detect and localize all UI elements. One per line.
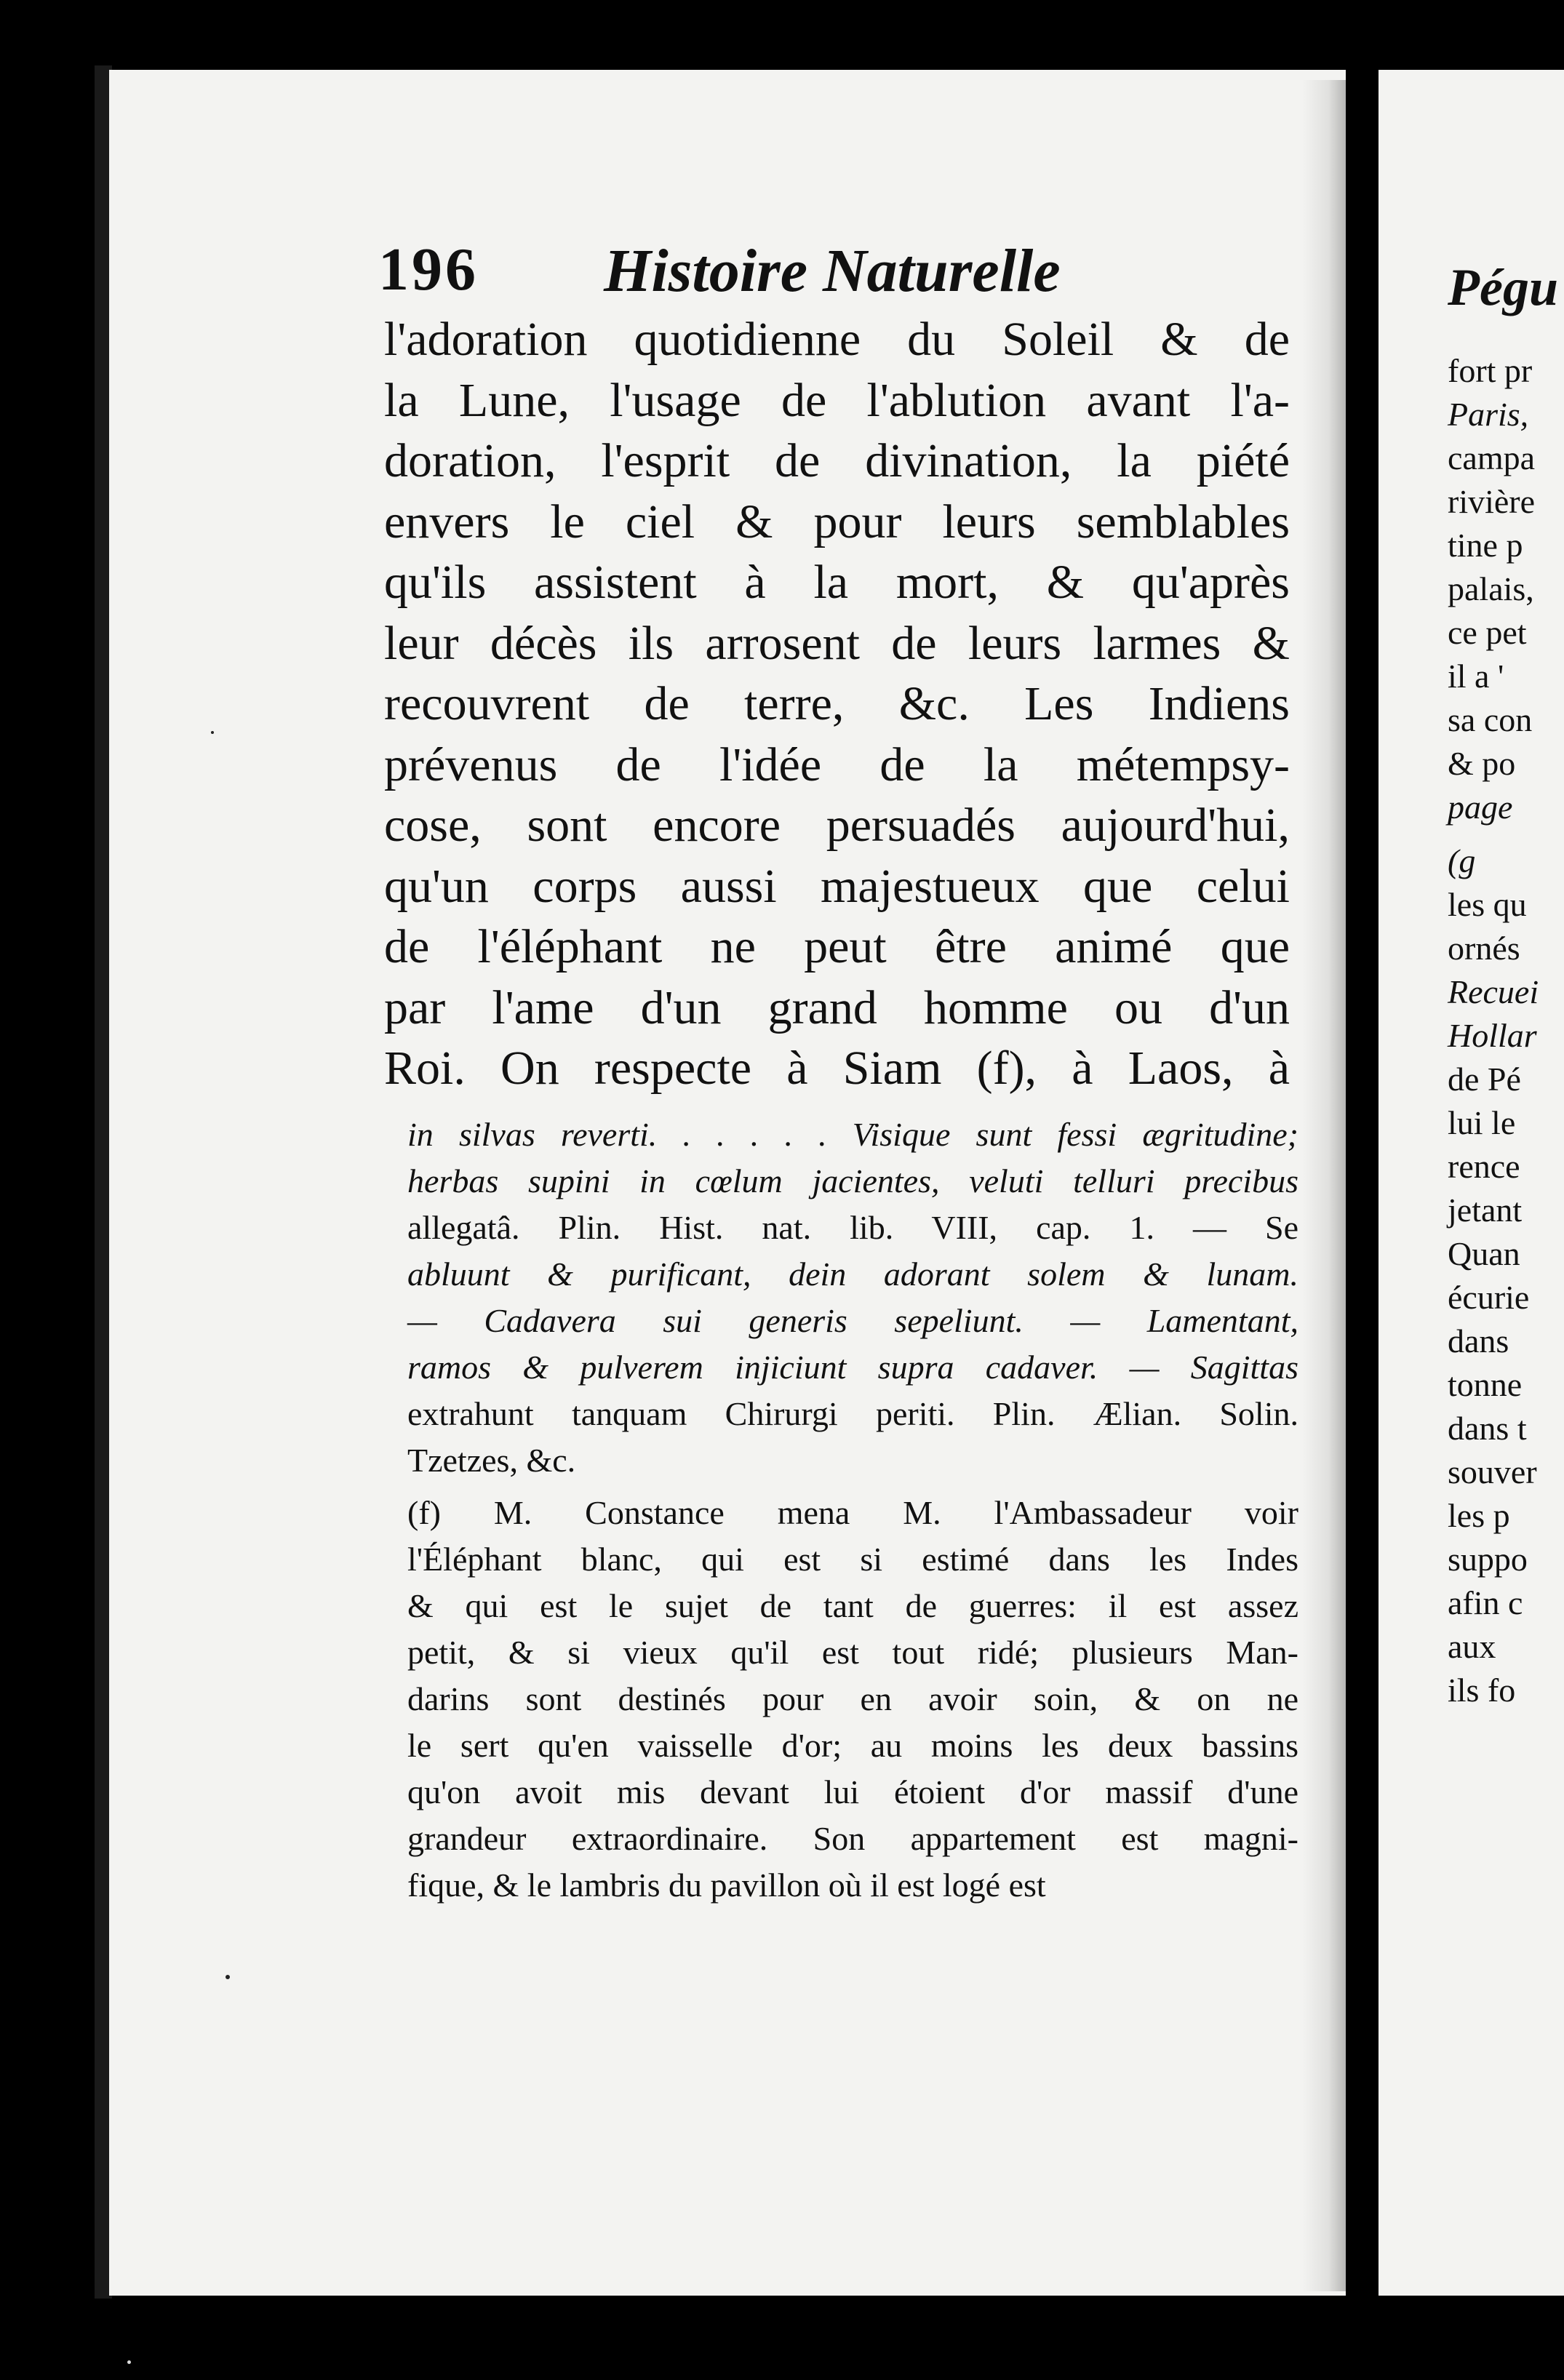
facing-line: il a ' xyxy=(1448,658,1504,695)
facing-line: afin c xyxy=(1448,1584,1523,1621)
footnote-line: darins sont destinés pour en avoir soin, & on ne xyxy=(407,1680,1298,1717)
text-line: l'adoration quotidienne du Soleil & de xyxy=(384,313,1290,366)
facing-line: lui le xyxy=(1448,1104,1516,1141)
facing-line: dans t xyxy=(1448,1410,1527,1447)
facing-line: Hollar xyxy=(1448,1017,1537,1054)
text-line: cose, sont encore persuadés aujourd'hui, xyxy=(384,799,1290,852)
footnote-line: herbas supini in cœlum jacientes, veluti telluri precibus xyxy=(407,1162,1298,1199)
footnotes-block xyxy=(407,1111,1298,1909)
footnote-line: & qui est le sujet de tant de guerres: il est assez xyxy=(407,1587,1298,1624)
text-line: la Lune, l'usage de l'ablution avant l'a- xyxy=(384,373,1290,427)
facing-line: Quan xyxy=(1448,1235,1520,1272)
text-line: qu'ils assistent à la mort, & qu'après xyxy=(384,556,1290,609)
page-number: 196 xyxy=(378,236,479,303)
footnote-line: grandeur extraordinaire. Son appartement est magni- xyxy=(407,1820,1298,1857)
facing-line: campa xyxy=(1448,439,1536,476)
footnote-line: ramos & pulverem injiciunt supra cadaver. — Sagittas xyxy=(407,1349,1298,1386)
facing-line: tonne xyxy=(1448,1366,1523,1403)
facing-line: Paris, xyxy=(1448,396,1529,433)
footnote-continuation xyxy=(407,1111,1298,1484)
text-line: par l'ame d'un grand homme ou d'un xyxy=(384,981,1290,1034)
footnote-line: le sert qu'en vaisselle d'or; au moins les deux bassins xyxy=(407,1727,1298,1764)
text-line: Roi. On respecte à Siam (f), à Laos, à xyxy=(384,1042,1290,1095)
page-header xyxy=(378,234,1397,314)
facing-line: (g xyxy=(1448,842,1476,879)
footnote-line: Tzetzes, &c. xyxy=(407,1442,576,1479)
footnote-line: l'Éléphant blanc, qui est si estimé dans les Indes xyxy=(407,1541,1298,1578)
facing-line: écurie xyxy=(1448,1279,1530,1316)
facing-line: les qu xyxy=(1448,886,1527,923)
paper-speck xyxy=(211,731,214,734)
facing-line: ils fo xyxy=(1448,1672,1516,1709)
gutter-shadow xyxy=(1302,80,1346,2291)
footnote-line: qu'on avoit mis devant lui étoient d'or massif d'une xyxy=(407,1773,1298,1810)
text-line: leur décès ils arrosent de leurs larmes & xyxy=(384,616,1290,670)
facing-line: souver xyxy=(1448,1453,1537,1490)
facing-line: ce pet xyxy=(1448,614,1527,651)
footnote-f xyxy=(407,1490,1298,1909)
facing-line: Recuei xyxy=(1448,973,1539,1010)
facing-line: palais, xyxy=(1448,570,1534,607)
footnote-line: in silvas reverti. . . . . . Visique sunt fessi ægritudine; xyxy=(407,1116,1298,1153)
text-line: prévenus de l'idée de la métempsy- xyxy=(384,738,1290,791)
footnote-line: fique, & le lambris du pavillon où il est logé est xyxy=(407,1866,1046,1904)
facing-page-header: Pégu xyxy=(1448,258,1558,316)
facing-line: & po xyxy=(1448,745,1516,782)
facing-line: aux xyxy=(1448,1628,1496,1665)
footnote-line: allegatâ. Plin. Hist. nat. lib. VIII, cap. 1. — Se xyxy=(407,1209,1298,1246)
facing-line: fort pr xyxy=(1448,352,1533,389)
facing-line: ornés xyxy=(1448,930,1520,967)
facing-line: rence xyxy=(1448,1148,1520,1185)
running-title: Histoire Naturelle xyxy=(604,237,1061,305)
footnote-line: abluunt & purificant, dein adorant solem & lunam. xyxy=(407,1255,1298,1293)
facing-line: suppo xyxy=(1448,1541,1528,1578)
footnote-line: — Cadavera sui generis sepeliunt. — Lamentant, xyxy=(407,1302,1298,1339)
facing-line: sa con xyxy=(1448,701,1533,738)
text-line: envers le ciel & pour leurs semblables xyxy=(384,495,1290,548)
text-line: qu'un corps aussi majestueux que celui xyxy=(384,859,1290,913)
text-line: doration, l'esprit de divination, la piété xyxy=(384,434,1290,487)
paper-speck xyxy=(226,1975,230,1979)
footnote-line: extrahunt tanquam Chirurgi periti. Plin. Ælian. Solin. xyxy=(407,1395,1298,1432)
facing-line: de Pé xyxy=(1448,1061,1521,1098)
facing-page-text xyxy=(1448,255,1564,1712)
paper-speck xyxy=(127,2360,131,2364)
text-line: recouvrent de terre, &c. Les Indiens xyxy=(384,677,1290,730)
facing-line: les p xyxy=(1448,1497,1510,1534)
footnote-line: petit, & si vieux qu'il est tout ridé; plusieurs Man- xyxy=(407,1634,1298,1671)
text-line: de l'éléphant ne peut être animé que xyxy=(384,920,1290,973)
facing-line: dans xyxy=(1448,1322,1509,1359)
facing-line: jetant xyxy=(1448,1191,1523,1229)
facing-line: rivière xyxy=(1448,483,1536,520)
facing-line: page xyxy=(1448,788,1513,826)
footnote-line: (f) M. Constance mena M. l'Ambassadeur voir xyxy=(407,1494,1298,1531)
facing-line: tine p xyxy=(1448,527,1523,564)
main-text-block xyxy=(384,309,1290,1099)
